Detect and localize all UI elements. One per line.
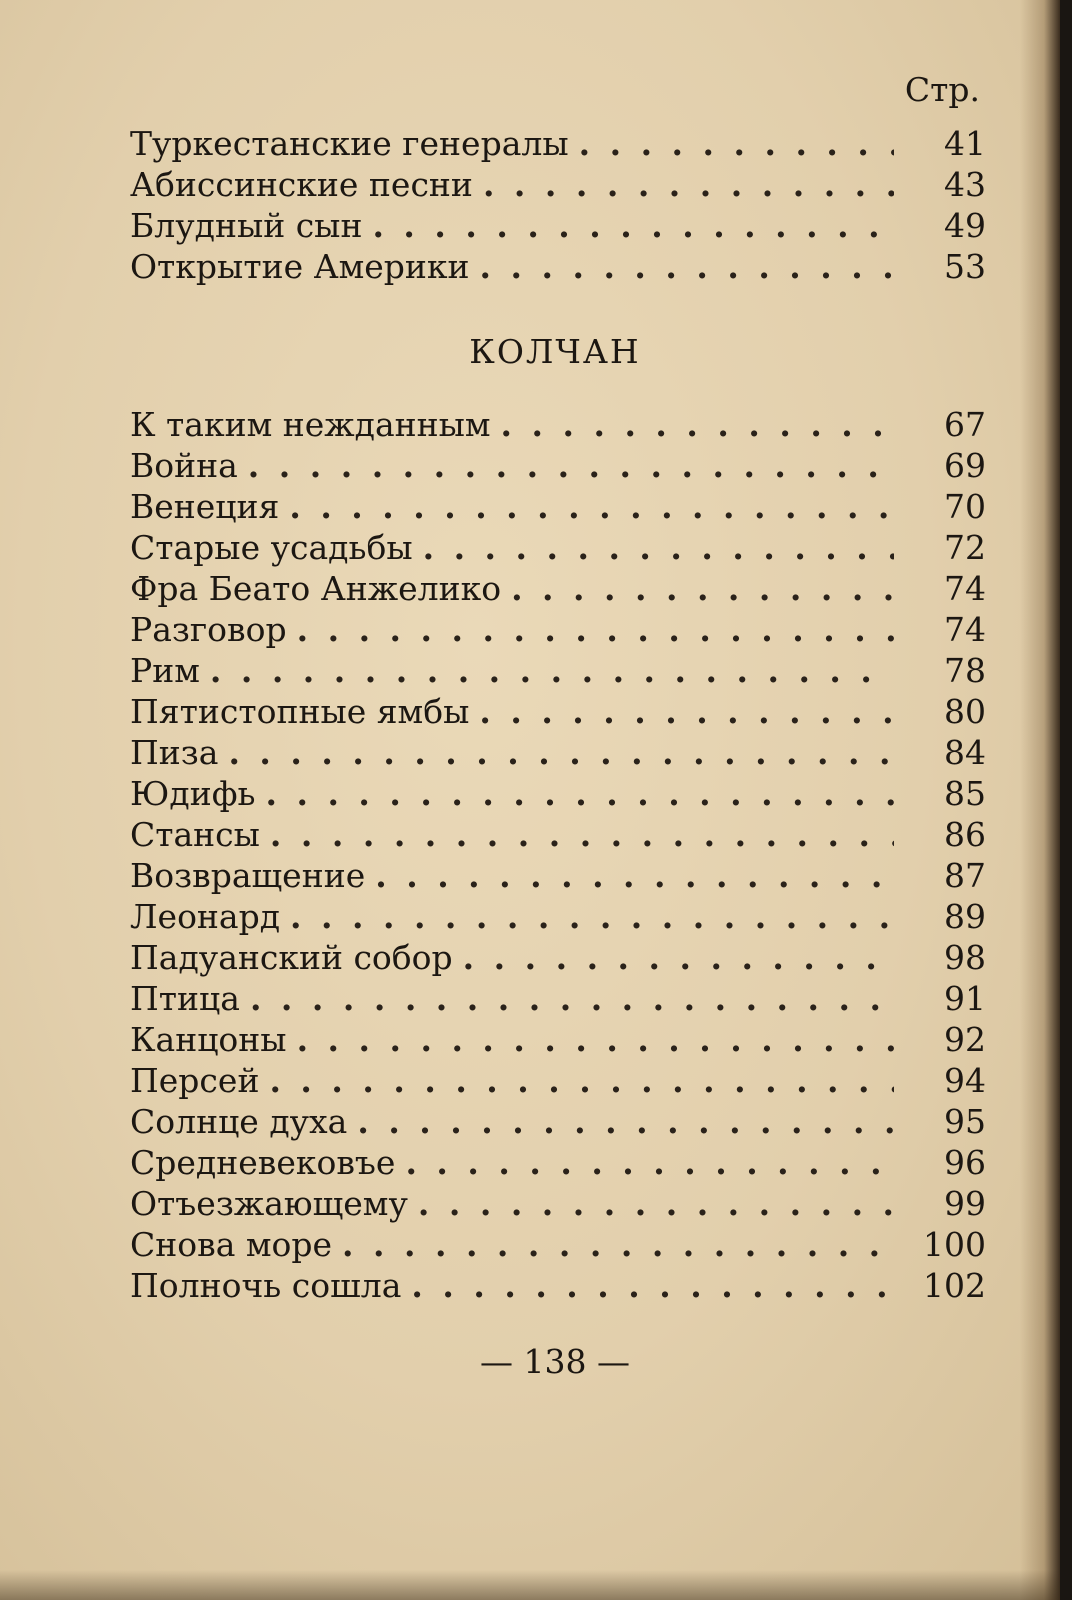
entry-page: 74 <box>944 610 986 649</box>
entry-page: 80 <box>944 692 986 731</box>
toc-entry <box>130 897 986 938</box>
toc-entry <box>130 528 986 569</box>
entry-title: Разговор <box>130 610 287 649</box>
entry-title: Средневековъе <box>130 1143 396 1182</box>
entry-page: 72 <box>944 528 986 567</box>
entry-title: Отъезжающему <box>130 1184 408 1223</box>
entry-page: 87 <box>944 856 986 895</box>
entry-title: Пиза <box>130 733 219 772</box>
entry-page: 41 <box>944 124 986 163</box>
entry-title: Стансы <box>130 815 260 854</box>
dot-leader <box>418 1184 894 1224</box>
entry-title: Пятистопные ямбы <box>130 692 470 731</box>
toc-entry <box>130 733 986 774</box>
toc-entry <box>130 938 986 979</box>
toc-entry <box>130 206 986 247</box>
toc-section-list <box>130 405 986 1307</box>
dot-leader <box>423 528 894 568</box>
entry-page: 91 <box>944 979 986 1018</box>
entry-page: 102 <box>923 1266 986 1305</box>
dot-leader <box>463 938 894 978</box>
toc-entry <box>130 1225 986 1266</box>
entry-title: Открытие Америки <box>130 247 470 286</box>
section-title: КОЛЧАН <box>469 332 641 371</box>
entry-title: Персей <box>130 1061 260 1100</box>
entry-title: Падуанский собор <box>130 938 453 977</box>
entry-page: 94 <box>944 1061 986 1100</box>
dot-leader <box>270 815 894 855</box>
toc-entry <box>130 487 986 528</box>
entry-page: 86 <box>944 815 986 854</box>
entry-page: 84 <box>944 733 986 772</box>
dot-leader <box>480 247 894 287</box>
entry-title: Туркестанские генералы <box>130 124 569 163</box>
entry-title: Птица <box>130 979 240 1018</box>
entry-title: Канцоны <box>130 1020 287 1059</box>
dot-leader <box>479 692 894 732</box>
dot-leader <box>372 206 894 246</box>
toc-entry <box>130 1266 986 1307</box>
entry-title: Возвращение <box>130 856 366 895</box>
toc-entry <box>130 1184 986 1225</box>
dot-leader <box>228 733 894 773</box>
entry-page: 69 <box>944 446 986 485</box>
dot-leader <box>357 1102 894 1142</box>
entry-page: 96 <box>944 1143 986 1182</box>
dot-leader <box>501 405 894 445</box>
toc-entry <box>130 1143 986 1184</box>
dot-leader <box>297 610 894 650</box>
toc-entry <box>130 247 986 288</box>
entry-title: Блудный сын <box>130 206 363 245</box>
entry-page: 95 <box>944 1102 986 1141</box>
entry-title: Рим <box>130 651 200 690</box>
toc-entry <box>130 856 986 897</box>
dot-leader <box>411 1266 894 1306</box>
page-bottom-edge <box>0 1570 1060 1600</box>
dot-leader <box>483 165 894 205</box>
toc-entry <box>130 1061 986 1102</box>
dot-leader <box>375 856 894 896</box>
toc-top-list <box>130 124 986 288</box>
toc-entry <box>130 692 986 733</box>
toc-entry <box>130 774 986 815</box>
entry-title: Абиссинские песни <box>130 165 473 204</box>
dot-leader <box>250 979 894 1019</box>
entry-page: 99 <box>944 1184 986 1223</box>
toc-entry <box>130 124 986 165</box>
dot-leader <box>210 651 894 691</box>
entry-page: 98 <box>944 938 986 977</box>
page-number: — 138 — <box>480 1342 630 1381</box>
dot-leader <box>248 446 894 486</box>
toc-entry <box>130 815 986 856</box>
entry-page: 70 <box>944 487 986 526</box>
entry-title: Старые усадьбы <box>130 528 413 567</box>
entry-title: Юдифь <box>130 774 256 813</box>
entry-title: Война <box>130 446 238 485</box>
entry-page: 49 <box>944 206 986 245</box>
entry-title: Снова море <box>130 1225 333 1264</box>
dot-leader <box>342 1225 894 1265</box>
entry-title: Полночь сошла <box>130 1266 402 1305</box>
dot-leader <box>297 1020 894 1060</box>
entry-title: Солнце духа <box>130 1102 348 1141</box>
entry-page: 92 <box>944 1020 986 1059</box>
toc-entry <box>130 569 986 610</box>
dot-leader <box>266 774 895 814</box>
entry-page: 100 <box>923 1225 986 1264</box>
entry-page: 85 <box>944 774 986 813</box>
entry-page: 89 <box>944 897 986 936</box>
dot-leader <box>579 124 894 164</box>
entry-title: Фра Беато Анжелико <box>130 569 502 608</box>
page-column-label: Стр. <box>904 70 980 109</box>
dot-leader <box>511 569 894 609</box>
toc-entry <box>130 979 986 1020</box>
entry-title: К таким нежданным <box>130 405 491 444</box>
toc-entry <box>130 446 986 487</box>
dot-leader <box>269 1061 894 1101</box>
entry-page: 74 <box>944 569 986 608</box>
toc-entry <box>130 651 986 692</box>
entry-title: Венеция <box>130 487 280 526</box>
entry-page: 43 <box>944 165 986 204</box>
dot-leader <box>290 897 894 937</box>
dot-leader <box>289 487 894 527</box>
entry-page: 78 <box>944 651 986 690</box>
toc-entry <box>130 405 986 446</box>
toc-entry <box>130 1102 986 1143</box>
dot-leader <box>405 1143 894 1183</box>
entry-title: Леонард <box>130 897 281 936</box>
entry-page: 53 <box>944 247 986 286</box>
toc-entry <box>130 1020 986 1061</box>
toc-entry <box>130 610 986 651</box>
toc-entry <box>130 165 986 206</box>
entry-page: 67 <box>944 405 986 444</box>
